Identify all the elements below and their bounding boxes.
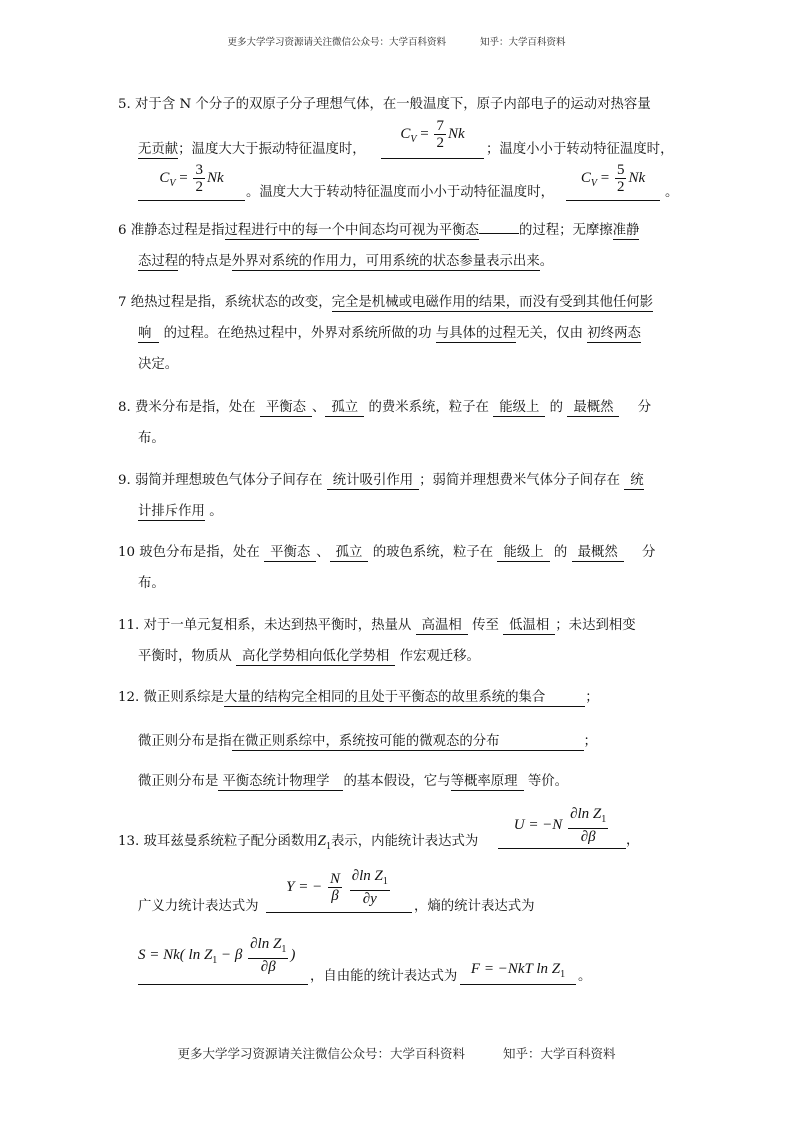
q13-blank-F: F = −NkT $\ln Z_1$ — [460, 958, 576, 985]
footer-left: 更多大学学习资源请关注微信公众号：大学百科资料 — [177, 1046, 465, 1061]
q6-line1: 6 准静态过程是指过程进行中的每一个中间态均可视为平衡态 的过程；无摩擦准静 — [118, 223, 640, 238]
q6-line2: 态过程的特点是外界对系统的作用力，可用系统的状态参量表示出来。 — [138, 254, 554, 269]
q13-line1: 13. 玻耳兹曼系统粒子配分函数用$Z_1$表示，内能统计表达式为 — [118, 833, 479, 852]
q9-line1: 9. 弱简并理想玻色气体分子间存在 统计吸引作用 ；弱简并理想费米气体分子间存在 统 — [118, 473, 644, 488]
footer-right: 知乎：大学百科资料 — [503, 1046, 616, 1061]
q8-line1: 8. 费米分布是指，处在 平衡态 、 孤立 的费米系统，粒子在 能级上 的 最概然 分 — [118, 400, 652, 415]
q13-blank-Y: Y = − $\frac{N}{\beta}$ $\frac{\partial\ln Z_1}{\partial y}$ — [266, 868, 412, 913]
q13-end: 。 — [578, 969, 592, 984]
q8-line2: 布。 — [138, 431, 165, 446]
q12-line2: 微正则分布是指在微正则系综中，系统按可能的微观态的分布 ； — [138, 734, 597, 749]
q9-line2: 计排斥作用 。 — [138, 504, 223, 519]
q13-comma: ， — [626, 833, 640, 848]
q13-blank-S: S = Nk( $\ln Z_1 - \beta$ $\frac{\partial\ln Z_1}{\partial\beta}$ ) — [138, 936, 308, 985]
header-right: 知乎：大学百科资料 — [480, 37, 566, 48]
q5-answer-1: 无贡献 — [138, 142, 179, 157]
header-left: 更多大学学习资源请关注微信公众号：大学百科资料 — [227, 37, 446, 48]
q7-line1: 7 绝热过程是指，系统状态的改变，完全是机械或电磁作用的结果，而没有受到其他任何影 — [118, 295, 654, 310]
q10-line1: 10 玻色分布是指，处在 平衡态 、 孤立 的玻色系统，粒子在 能级上 的 最概然 分 — [118, 545, 656, 560]
q7-line2: 响 的过程。在绝热过程中，外界对系统所做的功 与具体的过程无关，仅由 初终两态 — [138, 326, 641, 341]
q5-blank-3: $C_V$ = $\frac{3}{2}$ Nk — [138, 162, 245, 201]
q11-line2: 平衡时，物质从 高化学势相向低化学势相 作宏观迁移。 — [138, 649, 480, 664]
q5-line2: 无贡献；温度大大于振动特征温度时， — [138, 142, 366, 157]
q13-blank-U: U = −N $\frac{\partial\ln Z_1}{\partial\beta}$ — [498, 806, 626, 849]
q10-line2: 布。 — [138, 576, 165, 591]
q5-blank-4: $C_V$ = $\frac{5}{2}$ Nk — [566, 162, 660, 201]
q5-line3: 。温度大大于转动特征温度而小小于动特征温度时， — [246, 185, 554, 200]
q13-line3: ，自由能的统计表达式为 — [310, 969, 458, 984]
q5-line1: 5. 对于含 N 个分子的双原子分子理想气体，在一般温度下，原子内部电子的运动对热容量 — [118, 97, 651, 112]
q11-line1: 11. 对于一单元复相系，未达到热平衡时，热量从 高温相 传至 低温相 ；未达到相变 — [118, 618, 636, 633]
q5-blank-2: $C_V$ = $\frac{7}{2}$ Nk — [381, 118, 484, 159]
q13-line2: 广义力统计表达式为 — [138, 899, 259, 914]
q5-line2b: ；温度小小于转动特征温度时， — [486, 142, 674, 157]
page-header — [0, 34, 793, 48]
q12-line3: 微正则分布是 平衡态统计物理学 的基本假设，它与等概率原理 等价。 — [138, 774, 568, 789]
q13-line2b: ，熵的统计表达式为 — [414, 899, 535, 914]
page-footer — [0, 1044, 793, 1062]
q5-end: 。 — [665, 185, 679, 200]
q12-line1: 12. 微正则系综是大量的结构完全相同的且处于平衡态的故里系统的集合 ； — [118, 690, 599, 705]
q7-line3: 决定。 — [138, 357, 179, 372]
